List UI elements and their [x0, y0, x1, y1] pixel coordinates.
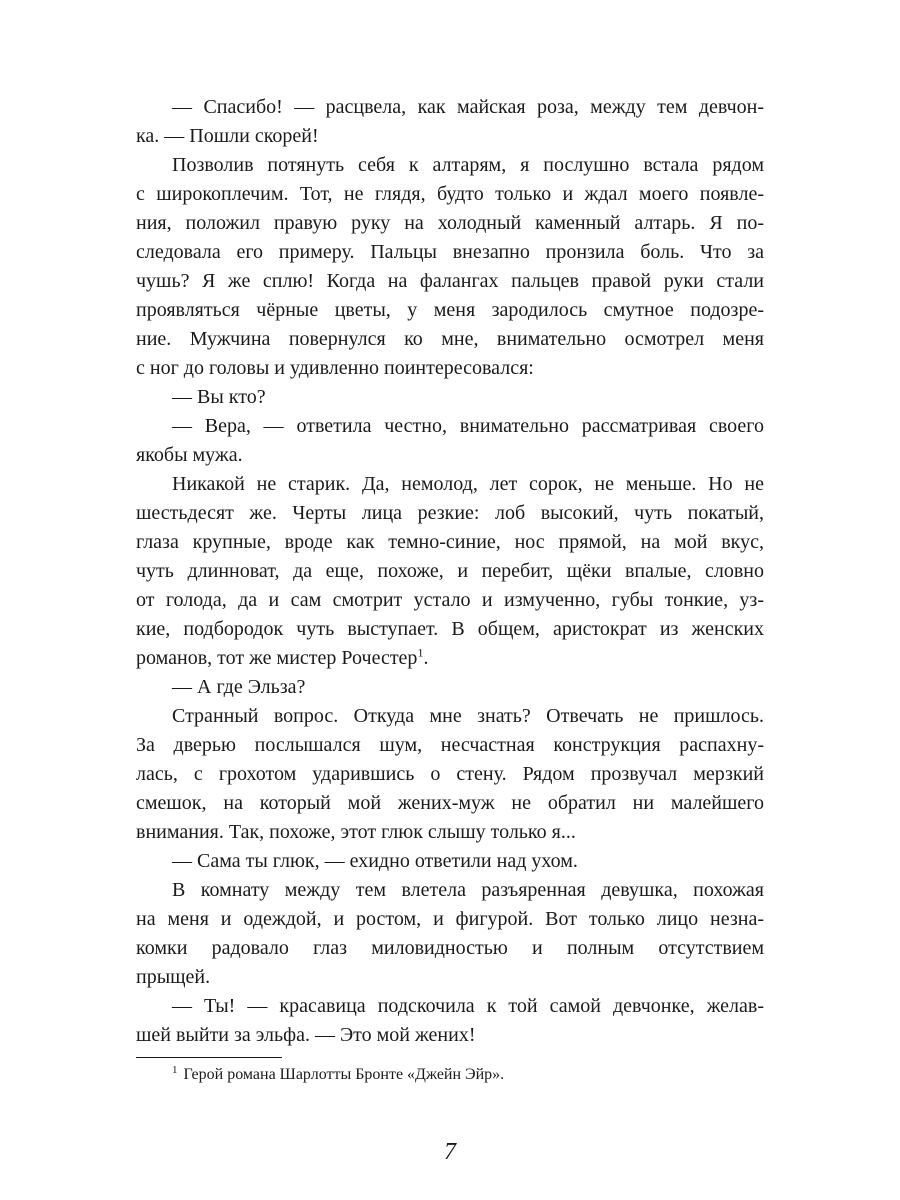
body-text — [136, 93, 764, 1050]
text-line: — Сама ты глюк, — ехидно ответили над ухом. — [172, 850, 578, 872]
text-line: чушь? Я же сплю! Когда на фалангах пальцев правой руки стали — [136, 270, 764, 292]
footnote-marker: 1 — [172, 1063, 178, 1076]
text-line: на меня и одеждой, и ростом, и фигурой. Вот только лицо незна- — [136, 908, 764, 930]
text-line: лась, с грохотом ударившись о стену. Рядом прозвучал мерзкий — [136, 763, 764, 785]
text-line: Позволив потянуть себя к алтарям, я послушно встала рядом — [172, 154, 764, 176]
footnote-divider — [136, 1057, 282, 1058]
text-line: прыщей. — [136, 966, 211, 988]
footnote-ref: 1 — [417, 645, 424, 660]
text-line: смешок, на который мой жених-муж не обратил ни малейшего — [136, 792, 764, 814]
text-line: от голода, да и сам смотрит устало и измученно, губы тонкие, уз- — [136, 589, 764, 611]
text-line: романов, тот же мистер Рочестер — [136, 647, 418, 669]
text-line: ния, положил правую руку на холодный каменный алтарь. Я по- — [136, 212, 764, 234]
footnote — [172, 1064, 504, 1086]
text-line: За дверью послышался шум, несчастная конструкция распахну- — [136, 734, 764, 756]
text-line: проявляться чёрные цветы, у меня зародилось смутное подозре- — [136, 299, 764, 321]
text-line-with-footnote-ref — [136, 644, 764, 673]
text-line: внимания. Так, похоже, этот глюк слышу только я... — [136, 821, 576, 843]
text-line: глаза крупные, вроде как темно-синие, нос прямой, на мой вкус, — [136, 531, 764, 553]
footnote-text: Герой романа Шарлотты Бронте «Джейн Эйр». — [183, 1066, 505, 1083]
text-line: чуть длинноват, да еще, похоже, и перебит, щёки впалые, словно — [136, 560, 764, 582]
text-line: кие, подбородок чуть выступает. В общем, аристократ из женских — [136, 618, 764, 640]
text-line: — Ты! — красавица подскочила к той самой девчонке, желав- — [172, 995, 764, 1017]
text-line: ние. Мужчина повернулся ко мне, внимательно осмотрел меня — [136, 328, 764, 350]
text-line: — А где Эльза? — [172, 676, 306, 698]
page-number: 7 — [444, 1139, 456, 1165]
text-line: якобы мужа. — [136, 444, 243, 466]
text-line: комки радовало глаз миловидностью и полным отсутствием — [136, 937, 764, 959]
text-line: ка. — Пошли скорей! — [136, 125, 319, 147]
text-line: шей выйти за эльфа. — Это мой жених! — [136, 1024, 476, 1046]
text-line-end: . — [423, 647, 429, 669]
text-line: с ног до головы и удивленно поинтересовался: — [136, 357, 534, 379]
text-line: В комнату между тем влетела разъяренная девушка, похожая — [172, 879, 764, 901]
text-line: с широкоплечим. Тот, не глядя, будто только и ждал моего появле- — [136, 183, 764, 205]
text-line: Странный вопрос. Откуда мне знать? Отвечать не пришлось. — [172, 705, 764, 727]
text-line: следовала его примеру. Пальцы внезапно пронзила боль. Что за — [136, 241, 764, 263]
text-line: — Спасибо! — расцвела, как майская роза, между тем девчон- — [172, 96, 764, 118]
text-line: Никакой не старик. Да, немолод, лет сорок, не меньше. Но не — [172, 473, 764, 495]
text-line: — Вы кто? — [172, 386, 266, 408]
text-line: шестьдесят же. Черты лица резкие: лоб высокий, чуть покатый, — [136, 502, 764, 524]
text-line: — Вера, — ответила честно, внимательно рассматривая своего — [172, 415, 764, 437]
